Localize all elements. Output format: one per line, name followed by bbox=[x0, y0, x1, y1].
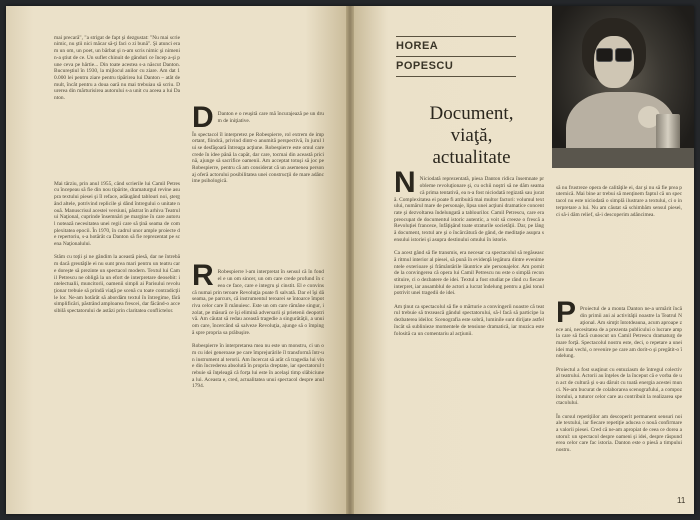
author-block bbox=[396, 34, 516, 79]
author-last-name: POPESCU bbox=[396, 60, 454, 72]
author-rule-middle bbox=[396, 56, 516, 57]
photo-glasses-right bbox=[615, 48, 632, 62]
left-col2-bottom-text bbox=[192, 256, 324, 496]
photo-glasses-left bbox=[596, 48, 613, 62]
left-col1-bottom-text bbox=[54, 174, 180, 496]
left-page bbox=[6, 6, 346, 514]
left-col1-bottom-paragraph: Mai târziu, prin anul 1955, când scrierile lui Camil Petrescu începeau să fie din nou tipărite, dramaturgul revine asupra textului piesei şi îl reface, adăugând tablouri noi, ştergând altele, potrivind replicile şi dând întregului o unitate nouă. Manuscrisul acestei versiuni, păstrat în arhiva Teatrului Naţional, cuprinde însemnări pe margine în care autorul notează necesitatea unei regii care să ţină seama de complexitatea epocii. În 1970, în cadrul unor ample proiecte de repertoriu, s-a hotărât ca Danton să fie reprezentat pe scena Naţionalului. Stăm cu toţii şi ne gândim la această piesă, dar ne întrebăm dacă greutăţile ei nu sunt prea mari pentru un teatru care doreşte să prezinte un spectacol modern. Textul lui Camil Petrescu ne obligă la un efort de interpretare deosebit: intelectualii, muncitorii, oamenii simpli ai Parisului revoluţionar trebuie să prindă viaţă pe scenă cu toate contradicţiile lor. Ne-am hotărât să abordăm textul în întregime, fără simplificări, păstrând amploarea frescei, dar făcând-o accesibilă spectatorului de astăzi prin claritatea conflictelor. bbox=[54, 180, 180, 315]
magazine-spread bbox=[6, 6, 694, 514]
title-line-1: Document, bbox=[429, 103, 514, 124]
left-col1-top-paragraph: mai precară", "a strigat de fapt şi dezgustat: "Nu mai scrie nimic, nu ştii nici măcar să-ţi faci o zi bună". Şi atunci eram un om, un poet, un bărbat şi n-am scris nimic şi nimeni n-a ştiut de ce. Un suflet chinuit de gânduri ce încep a-şi pune ceva pe hârtie... Din toate acestea s-a născut Danton. Bucureştiul în 1930, la mijlocul anilor cu ziare. Am dat 10.000 lei pentru ziare pentru tipărirea lui Danton – atât de mult, încât pentru a doua oară nu mai trebuiau să scriu. Durerea din mărturisirea autorului s-a unit cu aceea a lui Danton. bbox=[54, 34, 180, 102]
author-first-name: HOREA bbox=[396, 40, 439, 52]
author-rule-bottom bbox=[396, 76, 516, 77]
right-col1-dropcap: N bbox=[394, 165, 416, 199]
right-col2-bottom-text bbox=[556, 293, 682, 493]
left-col2-bottom-dropcap: R bbox=[192, 258, 214, 292]
right-col2-dropcap: P bbox=[556, 295, 577, 329]
left-col2-top-text bbox=[192, 98, 324, 250]
page-number: 11 bbox=[677, 496, 686, 505]
photo-face bbox=[594, 36, 634, 88]
right-col2-top-text bbox=[556, 178, 682, 238]
author-rule-top bbox=[396, 36, 516, 37]
right-col1-paragraph: Niciodată reprezentată, piesa Danton ridica însemnate probleme revoluţionare şi, cu ochii noştri să ne dăm seama că prima tentativă, ea n-a fost niciodată regizată sau jucată. Complexitatea ei poate fi atribuită mai multor factori: volumul textului, numărul mare de personaje, lipsa unei acţiuni dramatice concentrate şi dezvoltarea îndelungată a tablourilor. Camil Petrescu, care era preocupat de documentul istoric autentic, a voit să creeze o frescă a Revoluţiei franceze, înfăţişând toate straturile societăţii. Dar, pe lângă document, textul are şi o încărcătură de gând, de meditaţie asupra sensului istoriei şi asupra destinului omului în istorie. Ca acest gând să fie transmis, era necesar ca spectacolul să regăsească ritmul interior al piesei, să pună în evidenţă legătura dintre evenimentele exterioare şi frământările lăuntrice ale personajelor. Am pornit de la convingerea că opera lui Camil Petrescu nu este o simplă reconstituire, ci o dezbatere de idei. Textul a fost studiat pe rând cu fiecare interpret, iar ansamblul de actori a lucrat îndelung pentru a găsi tonul potrivit unei tragedii de idei. Am ţinut ca spectacolul să fie o mărturie a convingerii noastre că teatrul trebuie să trezească gândul spectatorului, să-l facă să participe la dezbaterea ideilor. Scenografia este sobră, luminile sunt dirijate astfel încât să sublinieze momentele de tensiune dramatică, iar muzica este folosită ca un comentariu al acţiunii. bbox=[394, 176, 544, 337]
left-col2-dropcap: D bbox=[192, 100, 214, 134]
title-line-2: viaţă, bbox=[450, 125, 493, 146]
photo-table bbox=[552, 148, 694, 168]
right-col2-bottom-paragraph: Proiectul de a monta Danton ne-a urmărit încă din primii ani ai activităţii noastre la Teatrul Naţional. Am simţit întotdeauna, acum aproape zece ani, necesitatea de a prezenta publicului o lucrare ampla care să facă cunoscut un Camil Petrescu dramaturg de mare forţă. Spectacolul nostru este, deci, o repetare a unei idei mai vechi, o revenire pe care am dorit-o şi pregătit-o îndelung. Proiectul a fost susţinut cu entuziasm de întregul colectiv al teatrului. Actorii au înţeles de la început că e vorba de un act de cultură şi s-au dăruit cu toată energia acestei munci. Ne-am bucurat de colaborarea scenografului, a compozitorului, a tuturor celor care au contribuit la realizarea spectacolului. În cursul repetiţiilor am descoperit permanent sensuri noi ale textului, iar fiecare repetiţie aducea o nouă confirmare a valorii piesei. Cred că ne-am apropiat de ceea ce dorea autorul: un spectacol despre oameni şi idei, despre răspunderea celor care fac istoria. Danton este o piesă a timpului nostru. bbox=[556, 306, 682, 454]
article-title bbox=[394, 103, 549, 169]
left-col2-bottom-paragraph: Robespierre l-am interpretat în sensul că în fond el e un om sincer, un om care crede profund în ceea ce face, care e integru şi cinstit. El e convins că numai prin teroare Revoluţia poate fi salvată. Dar el îşi dă seama, pe parcurs, că instrumentul teroarei se întoarce împotriva celor care îl mânuiesc. Este un om care rămâne singur, izolat, pe măsură ce îşi elimină adversarii şi prietenii deopotrivă. Am căutat să redau această tragedie a singurătăţii, a unui om care, încercând să salveze Revoluţia, ajunge să o împingă spre propria sa prăbuşire. Robespierre în interpretarea mea nu este un monstru, ci un om cu idei generoase pe care împrejurările îl transformă într-un instrument al terorii. Am încercat să arăt că tragedia lui vine din încrederea absolută în propria dreptate, iar spectatorul trebuie să înţeleagă că forţa lui este în acelaşi timp slăbiciunea lui. Aceasta e, cred, actualitatea unui spectacol despre anul 1794. bbox=[192, 269, 324, 390]
left-col2-top-paragraph: Danton e o reuşită care mă încurajează pe un drum de iniţiative. În spectacol îl interpretez pe Robespierre, rol extrem de important, fiindcă, privind dintr-o anumită perspectivă, în jurul lui se desfăşoară întreaga acţiune. Robespierre este omul care crede în idee până la capăt, dar care, tocmai din această pricină, ajunge să sacrifice oamenii. Am acceptat totuşi să joc pe Robespierre, pentru că am considerat că un asemenea personaj oferă actorului posibilitatea unei construcţii de mare adâncime psihologică. bbox=[192, 111, 324, 185]
title-line-3: actualitate bbox=[432, 147, 511, 168]
book-gutter bbox=[346, 6, 354, 514]
right-col1-text bbox=[394, 163, 544, 503]
right-page bbox=[354, 6, 694, 514]
author-photo bbox=[552, 6, 694, 168]
right-col2-top-paragraph: să nu frustreze opera de calităţile ei, dar şi nu să fie prea puternică. Mai bine ar trebui să menţinem faptul că un spectacol nu este niciodată o simplă ilustrare a textului, ci o interpretare a lui. Nu am căutat să schimbăm sensul piesei, ci să-i dăm relief, să-i descoperim adâncimea. bbox=[556, 184, 682, 218]
left-col1-top-text bbox=[54, 28, 180, 146]
